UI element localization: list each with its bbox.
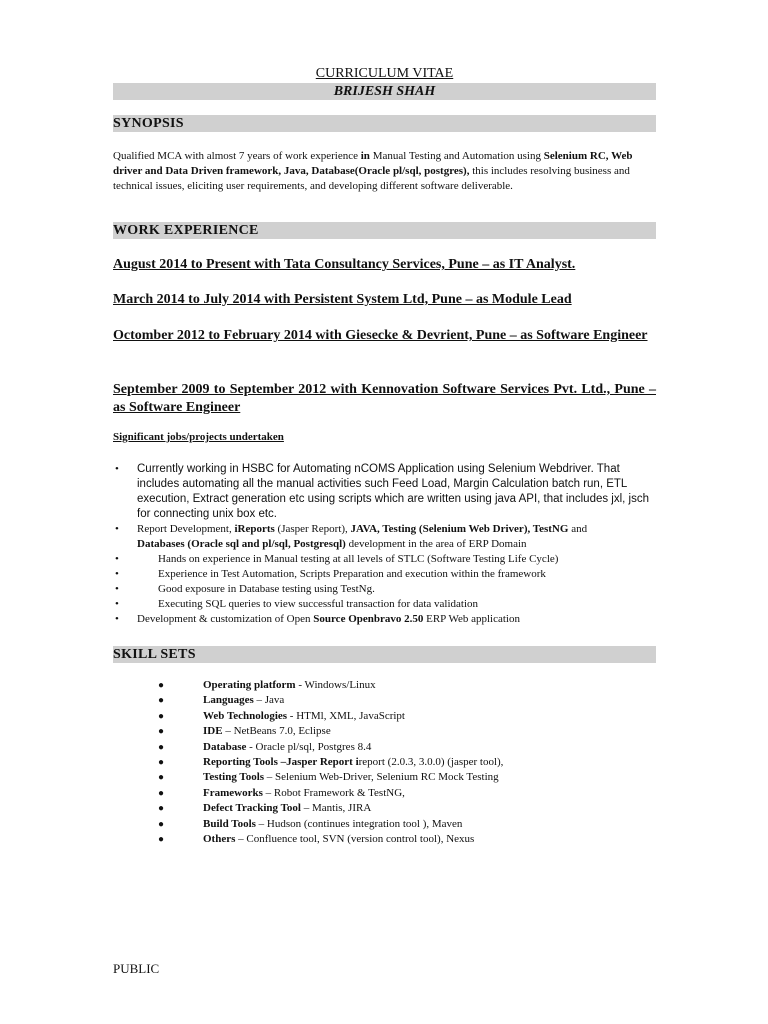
experience-entry: September 2009 to September 2012 with Kennovation Software Services Pvt. Ltd., Pune – as Software Engineer xyxy=(113,382,656,415)
skill-label: Reporting Tools –Jasper Report i xyxy=(203,756,359,769)
skill-item xyxy=(113,817,658,832)
bullet-icon: • xyxy=(115,583,119,595)
bullet-icon: ● xyxy=(158,680,165,691)
skill-item xyxy=(113,693,658,708)
synopsis-text: Manual Testing and Automation using xyxy=(369,150,544,162)
list-item xyxy=(113,462,658,522)
skill-label: Database xyxy=(203,740,247,753)
synopsis-bold: Selenium RC, Web driver and Data Driven framework, Java, Database(Oracle pl/sql, postgres), xyxy=(113,150,633,177)
bullet-icon: ● xyxy=(158,818,165,830)
project-text: Report Development, iReports (Jasper Report), JAVA, Testing (Selenium Web Driver), TestNG and Databases (Oracle sql and pl/sql, Postgresql) development in the area of ERP Domain xyxy=(137,523,588,550)
section-heading-skill-sets: SKILL SETS xyxy=(113,646,656,663)
bullet-icon: ● xyxy=(158,710,165,722)
experience-entry: Octomber 2012 to February 2014 with Giesecke & Devrient, Pune – as Software Engineer xyxy=(113,328,648,343)
project-text: Executing SQL queries to view successful transaction for data validation xyxy=(158,598,479,610)
list-item xyxy=(113,597,658,612)
bullet-icon: ● xyxy=(158,726,165,738)
skill-label: Frameworks xyxy=(203,786,263,799)
project-text: Good exposure in Database testing using TestNg. xyxy=(158,583,375,595)
skill-label: Languages xyxy=(203,694,254,707)
skill-value: – Robot Framework & TestNG, xyxy=(262,786,405,799)
bullet-icon: • xyxy=(115,523,119,535)
projects-heading: Significant jobs/projects undertaken xyxy=(113,431,284,443)
bullet-icon: ● xyxy=(158,787,165,799)
skill-item xyxy=(113,678,658,693)
skill-value: – Selenium Web-Driver, Selenium RC Mock Testing xyxy=(264,771,499,784)
bullet-icon: • xyxy=(115,568,119,580)
project-text: Currently working in HSBC for Automating nCOMS Application using Selenium Webdriver. That includes automating all the manual activities such Feed Load, Margin Calculation batch run, ETL execution, Extract generation etc using scripts which are written using java API, that includes jxl, jsch for connecting unix box etc. xyxy=(137,463,650,520)
skill-label: Defect Tracking Tool xyxy=(203,802,301,815)
skill-value: – Confluence tool, SVN (version control tool), Nexus xyxy=(235,833,475,846)
list-item xyxy=(113,612,658,627)
skill-item xyxy=(113,801,658,816)
synopsis-text: this includes resolving business and technical issues, eliciting user requirements, and developing different software deliverable. xyxy=(113,165,630,192)
skill-item xyxy=(113,709,658,724)
project-text: Hands on experience in Manual testing at all levels of STLC (Software Testing Life Cycle) xyxy=(158,553,559,565)
experience-entry: August 2014 to Present with Tata Consultancy Services, Pune – as IT Analyst. xyxy=(113,257,576,272)
bullet-icon: ● xyxy=(158,803,165,815)
skill-label: Web Technologies xyxy=(203,709,288,722)
bullet-icon: ● xyxy=(158,772,165,784)
list-item xyxy=(113,522,658,552)
bullet-icon: ● xyxy=(158,741,165,753)
section-heading-synopsis: SYNOPSIS xyxy=(113,115,656,132)
skill-item xyxy=(113,755,658,770)
skill-item xyxy=(113,832,658,847)
synopsis-paragraph xyxy=(113,149,658,194)
skill-item xyxy=(113,770,658,785)
skill-label: Build Tools xyxy=(203,817,256,830)
skill-label: Operating platform xyxy=(203,679,296,691)
section-heading-work-experience: WORK EXPERIENCE xyxy=(113,222,656,239)
skill-label: IDE xyxy=(203,725,223,738)
skill-label: Others xyxy=(203,833,236,846)
list-item xyxy=(113,567,658,582)
skill-value: – Java xyxy=(253,694,285,707)
skill-value: - Oracle pl/sql, Postgres 8.4 xyxy=(246,740,372,753)
skills-list xyxy=(113,678,658,847)
list-item xyxy=(113,552,658,567)
list-item xyxy=(113,582,658,597)
skill-value: - Windows/Linux xyxy=(295,679,376,691)
skill-value: – NetBeans 7.0, Eclipse xyxy=(222,725,331,738)
project-text: Experience in Test Automation, Scripts Preparation and execution within the framework xyxy=(158,568,546,580)
skill-item xyxy=(113,740,658,755)
bullet-icon: • xyxy=(115,553,119,565)
synopsis-bold: in xyxy=(360,150,370,162)
synopsis-text: Qualified MCA with almost 7 years of work experience xyxy=(113,150,361,162)
skill-value: – Mantis, JIRA xyxy=(300,802,372,815)
bullet-icon: • xyxy=(115,613,119,625)
skill-item xyxy=(113,786,658,801)
document-title: CURRICULUM VITAE xyxy=(315,66,454,81)
bullet-icon: ● xyxy=(158,757,165,769)
bullet-icon: • xyxy=(115,463,119,475)
bullet-icon: ● xyxy=(158,695,165,707)
bullet-icon: • xyxy=(115,598,119,610)
projects-list xyxy=(113,462,658,627)
skill-item xyxy=(113,724,658,739)
skill-value: – Hudson (continues integration tool ), Maven xyxy=(255,817,463,830)
candidate-name: BRIJESH SHAH xyxy=(113,83,656,100)
project-text: Development & customization of Open Source Openbravo 2.50 ERP Web application xyxy=(137,613,520,625)
skill-label: Testing Tools xyxy=(203,771,265,784)
experience-entry: March 2014 to July 2014 with Persistent System Ltd, Pune – as Module Lead xyxy=(113,292,572,307)
skill-value: report (2.0.3, 3.0.0) (jasper tool), xyxy=(358,756,504,769)
skill-value: - HTMl, XML, JavaScript xyxy=(287,709,405,722)
bullet-icon: ● xyxy=(158,834,165,846)
footer-classification: PUBLIC xyxy=(113,961,160,976)
